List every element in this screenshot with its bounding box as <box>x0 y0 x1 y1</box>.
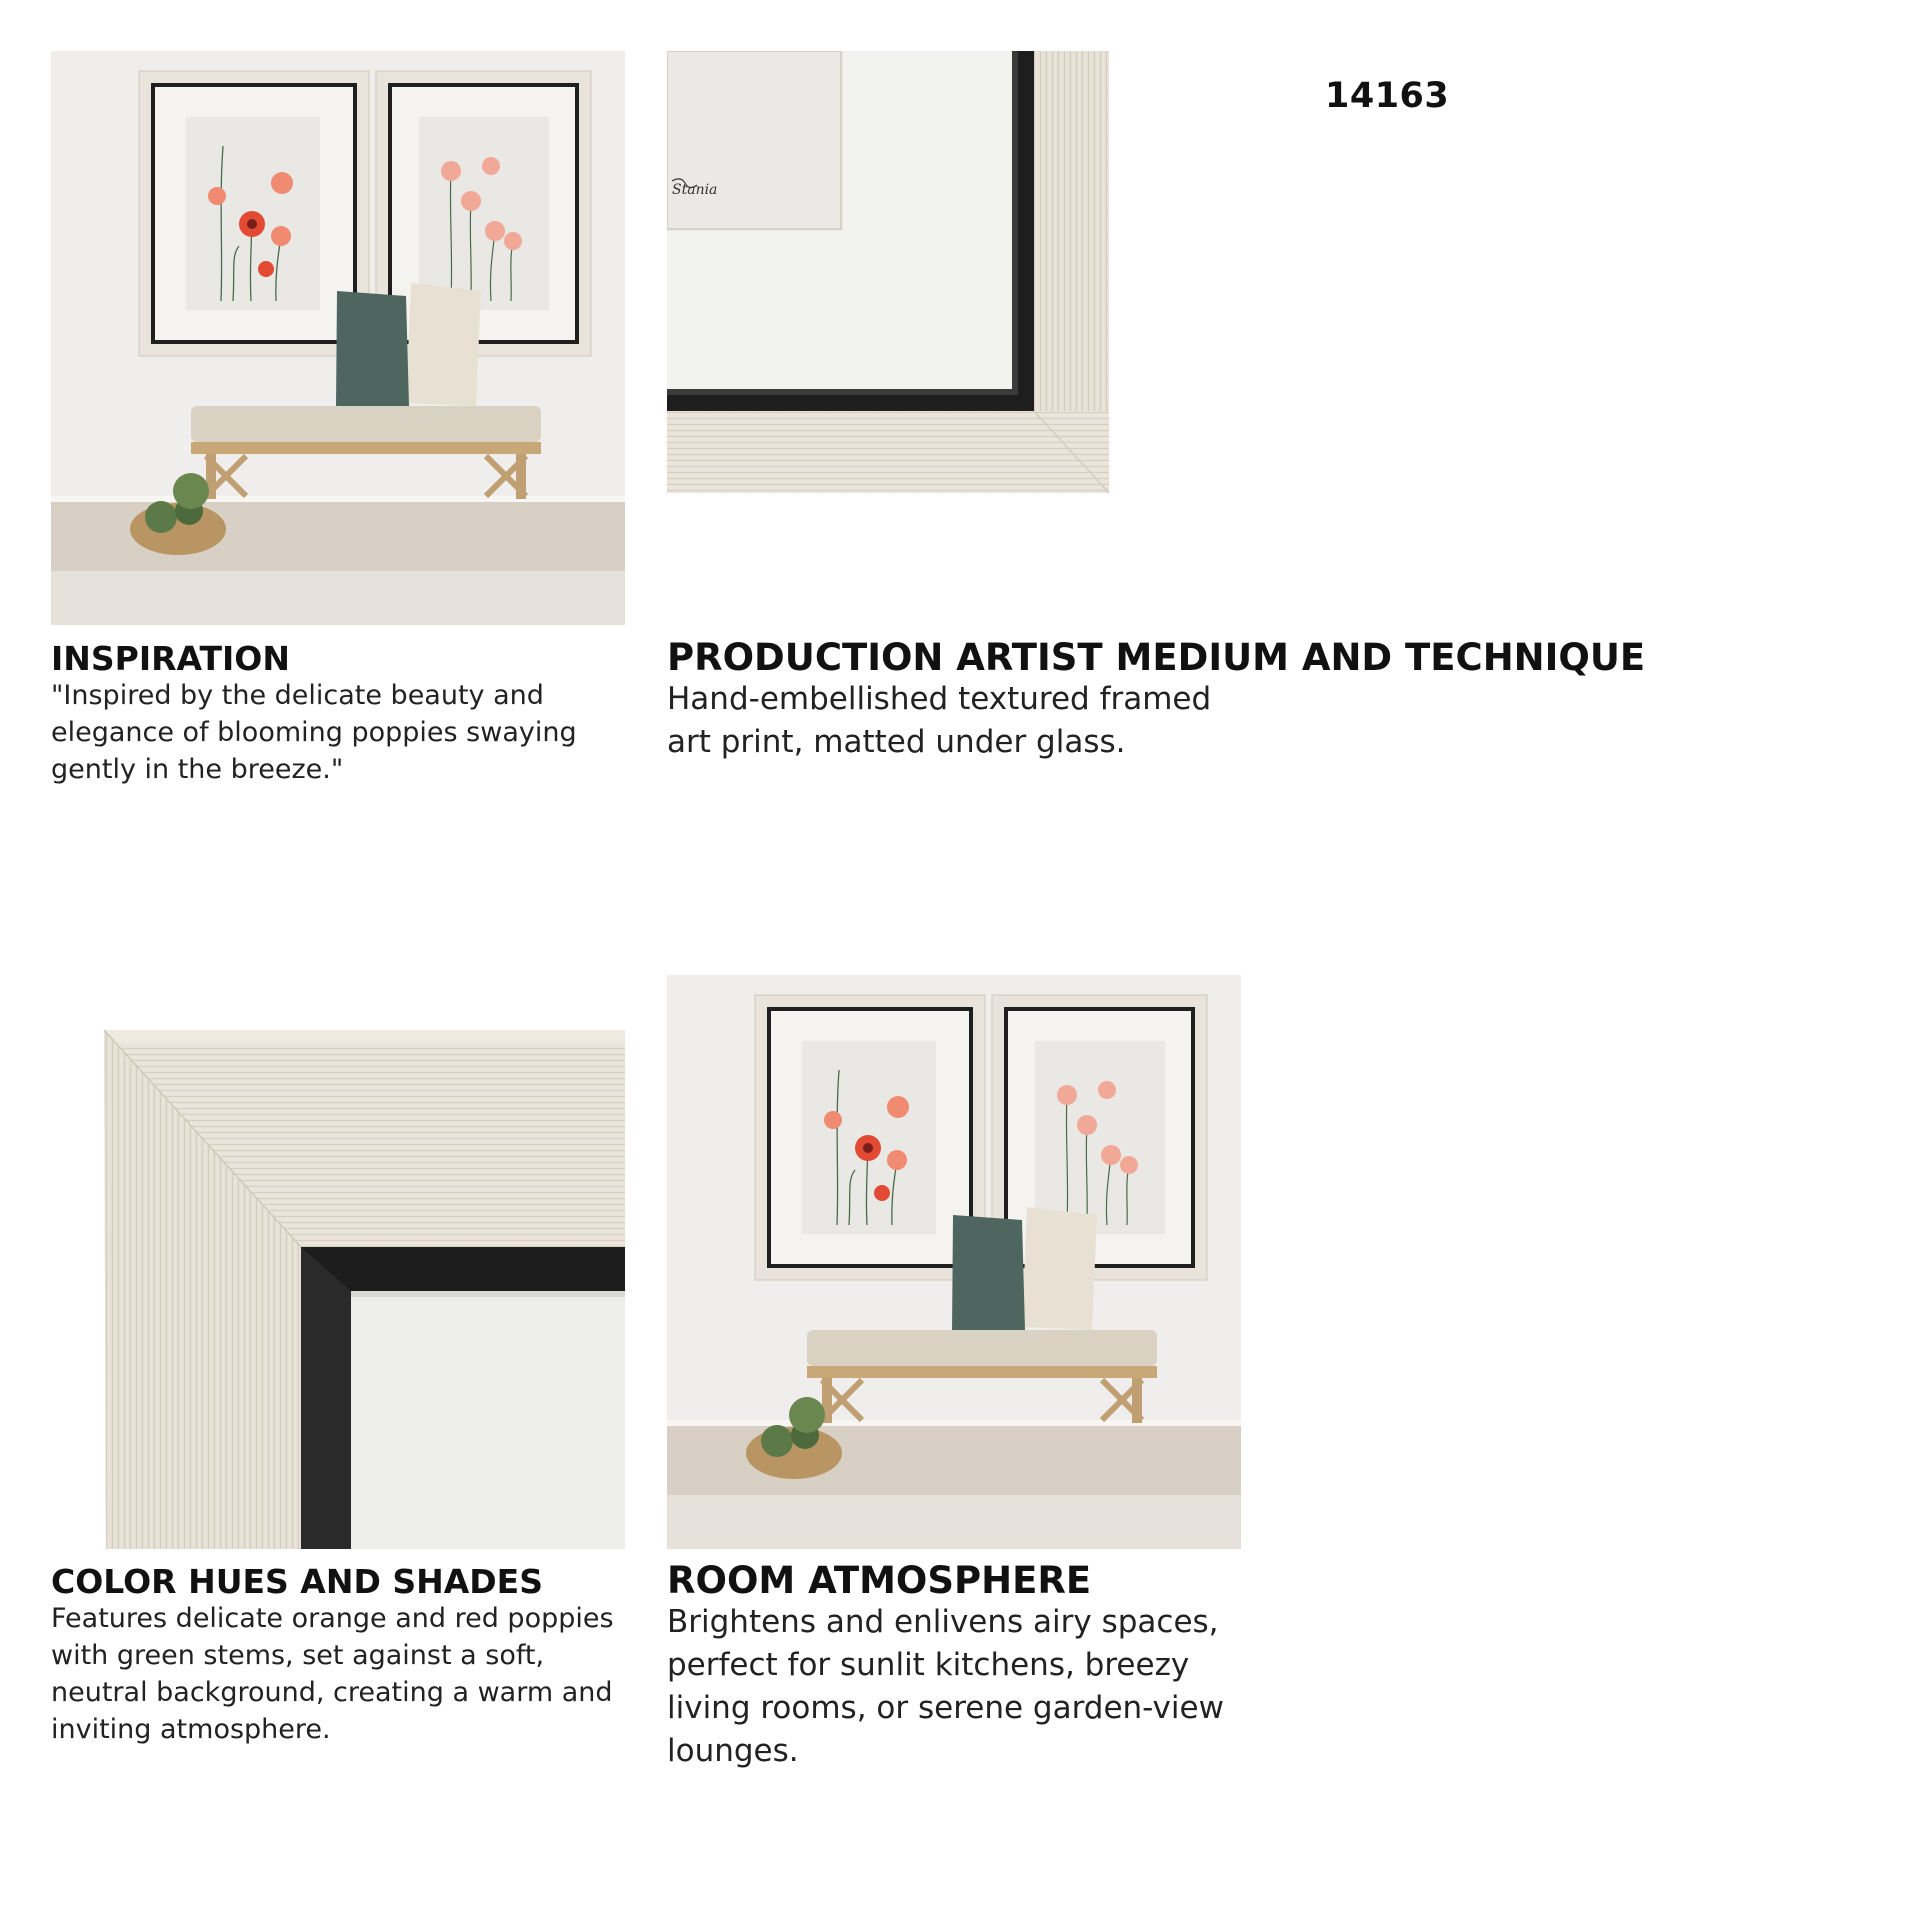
room-scene-illustration <box>51 51 625 625</box>
section-heading-production: PRODUCTION ARTIST MEDIUM AND TECHNIQUE <box>667 636 1646 679</box>
section-body-production: Hand-embellished textured framed art print, matted under glass. <box>667 681 1212 760</box>
frame-corner-closeup-image <box>667 51 1109 493</box>
room-scene-image <box>51 51 625 625</box>
room-scene-image <box>667 975 1241 1549</box>
section-body-room: Brightens and enlivens airy spaces, perfect for sunlit kitchens, breezy living rooms, or serene garden-view lounges. <box>667 1604 1224 1769</box>
section-heading-color: COLOR HUES AND SHADES <box>51 1562 543 1601</box>
frame-corner-closeup-image <box>51 975 625 1549</box>
signature-text: Stania <box>672 182 718 198</box>
section-body-color: Features delicate orange and red poppies with green stems, set against a soft, neutral background, creating a warm and inviting atmosphere. <box>51 1603 614 1745</box>
section-heading-inspiration: INSPIRATION <box>51 639 290 678</box>
frame-corner-illustration <box>51 975 625 1549</box>
room-scene-illustration <box>667 975 1241 1549</box>
section-body-inspiration: "Inspired by the delicate beauty and elegance of blooming poppies swaying gently in the breeze." <box>51 680 577 785</box>
frame-corner-illustration <box>667 51 1109 493</box>
product-id: 14163 <box>1325 76 1450 116</box>
section-heading-room: ROOM ATMOSPHERE <box>667 1559 1092 1602</box>
